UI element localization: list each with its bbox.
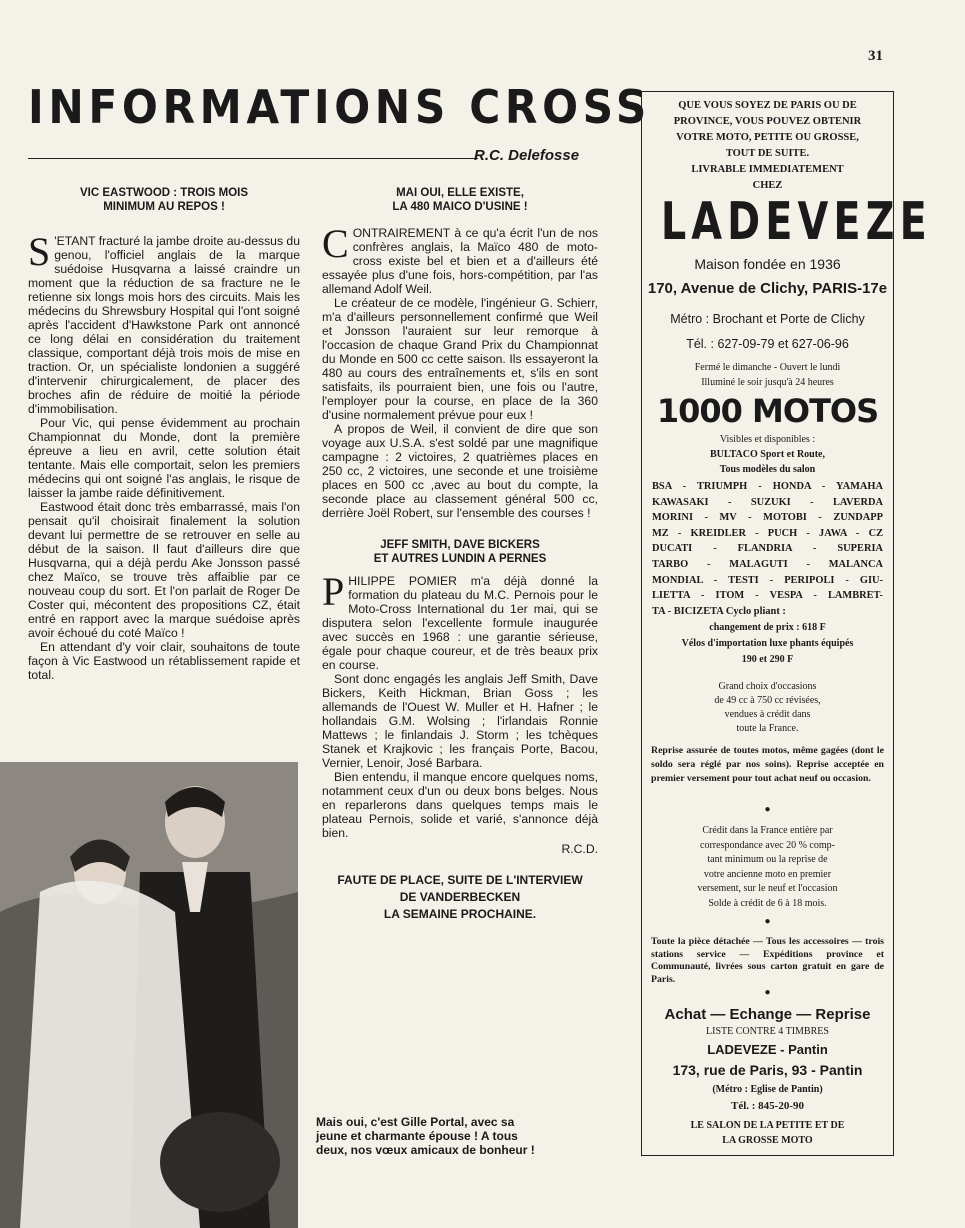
article-heading: JEFF SMITH, DAVE BICKERS ET AUTRES LUNDIN A PERNES [373, 539, 547, 565]
dropcap: S [28, 229, 51, 274]
dropcap: C [322, 221, 349, 266]
reprise-text: Reprise assurée de toutes motos, même gagées (dont le soldo sera réglé par nos soins). Reprise acceptée en premier versement pour tout achat neuf ou occasion. [651, 745, 884, 784]
article-heading: VIC EASTWOOD : TROIS MOIS MINIMUM AU REPOS ! [79, 187, 249, 213]
ad-intro: QUE VOUS SOYEZ DE PARIS OU DE PROVINCE, VOUS POUVEZ OBTENIR VOTRE MOTO, PETITE OU GROSSE, TOUT DE SUITE. LIVRABLE IMMEDIATEMENT CHEZ [673, 100, 862, 191]
pantin-tel: Tél. : 845-20-90 [730, 1100, 804, 1112]
occasions: Grand choix d'occasions de 49 cc à 750 cc révisées, vendues à crédit dans toute la France. [714, 681, 821, 734]
pantin-metro: (Métro : Eglise de Pantin) [712, 1084, 823, 1095]
price-notes: changement de prix : 618 F Vélos d'importation luxe phants équipés 190 et 290 F [681, 622, 854, 665]
pantin-name: LADEVEZE - Pantin [707, 1042, 828, 1057]
bullet: ● [764, 804, 771, 815]
founded-line: Maison fondée en 1936 [694, 256, 841, 272]
signature: R.C.D. [561, 842, 598, 856]
pieces-text: Toute la pièce détachée — Tous les accessoires — trois stations service — Expéditions province et Communauté, livrées sous carton gratuit en gare de Paris. [651, 936, 884, 985]
address-line: 170, Avenue de Clichy, PARIS-17e [647, 280, 888, 297]
availability: Visibles et disponibles : BULTACO Sport et Route, Tous modèles du salon [709, 434, 825, 475]
notice: FAUTE DE PLACE, SUITE DE L'INTERVIEW DE VANDERBECKEN LA SEMAINE PROCHAINE. [337, 873, 583, 921]
photo-caption: Mais oui, c'est Gille Portal, avec sa jeune et charmante épouse ! A tous deux, nos vœux amicaux de bonheur ! [316, 1115, 535, 1157]
metro-line: Métro : Brochant et Porte de Clichy [670, 312, 865, 326]
salon-slogan: LE SALON DE LA PETITE ET DE LA GROSSE MOTO [690, 1120, 845, 1146]
tel-line: Tél. : 627-09-79 et 627-06-96 [686, 337, 849, 351]
achat-line: Achat — Echange — Reprise [664, 1006, 871, 1023]
page-title: INFORMATIONS CROSS [28, 80, 651, 134]
article-heading: MAI OUI, ELLE EXISTE, LA 480 MAICO D'USINE ! [392, 187, 528, 213]
bullet: ● [764, 916, 771, 927]
pantin-address: 173, rue de Paris, 93 - Pantin [672, 1062, 863, 1078]
dropcap: P [322, 569, 345, 614]
brand-list: BSA - TRIUMPH - HONDA - YAMAHA KAWASAKI - SUZUKI - LAVERDA MORINI - MV - MOTOBI - ZUNDAPP MZ - KREIDLER - PUCH - JAWA - CZ DUCATI - FLANDRIA - SUPERIA TARBO - MALAGUTI - MALANCA MONDIAL - TESTI - PERIPOLI - GIU- LIETTA - ITOM - VESPA - LAMBRET- TA - BICIZETA Cyclo pliant : [652, 481, 883, 617]
byline: R.C. Delefosse [474, 147, 580, 164]
headline-1000-motos: 1000 MOTOS [656, 392, 879, 430]
article-maico-480: MAI OUI, ELLE EXISTE, LA 480 MAICO D'USINE ! CONTRAIREMENT à ce qu'a écrit l'un de nos confrères anglais, la Maïco 480 de moto-cross existe bel et bien et a d'ailleurs été essayée plus d'une fois, hors-compétition, par l'as allemand Adolf Weil. Le créateur de ce modèle, l'ingénieur G. Schierr, m'a d'ailleurs personnellement confirmé que Weil et Jonsson l'auraient sur leur remorque à l'occasion de chaque Grand Prix du Championnat du Monde en 500 cc cette saison. Ils essayeront la 480 au cours des entraînements et, s'ils en sont satisfaits, ils pourraient bien, une fois ou l'autre, l'employer pour la course, en place de la 360 d'usine normalement prévue pour eux ! A propos de Weil, il convient de dire que son voyage aux U.S.A. s'est soldé par une magnifique campagne : 2 victoires, 2 quatrièmes places en 250 cc, 2 victoires, une seconde et une troisième places en 500 cc ,avec au bout du compte, la seconde place au classement général 500 cc, derrière Joël Robert, sur l'ensemble des courses ! JEFF SMITH, DAVE BICKERS ET AUTRES LUNDIN A PERNES PHILIPPE POMIER m'a déjà donné la formation du plateau du M.C. Pernois pour le Moto-Cross International du 1er mai, qui se disputera selon l'excellente formule inaugurée avec succès en 1968 : une garantie sérieuse, égale pour chaque coureur, et de très beaux prix en course. Sont donc engagés les anglais Jeff Smith, Dave Bickers, Keith Hickman, Brian Goss ; les allemands de l'Ouest W. Muller et H. Hafner ; le hollandais G.M. Wolsing ; l'irlandais Ronnie Mattews ; le finlandais J. Storm ; les tchèques Stanek et Krajkovic ; les français Porte, Bacou, Vernier, Lenoir, José Barbara. Bien entendu, il manque encore quelques noms, notamment ceux d'un ou deux bons belges. Nous en reparlerons dans quelques temps mais le plateau Pernois, solide et varié, s'annonce déjà bien. R.C.D. FAUTE DE PLACE, SUITE DE L'INTERVIEW DE VANDERBECKEN LA SEMAINE PROCHAINE. [322, 187, 598, 921]
bullet: ● [764, 987, 771, 998]
ladeveze-advertisement [641, 91, 932, 1156]
title-rule [28, 158, 478, 159]
credit-text: Crédit dans la France entière par correspondance avec 20 % comp- tant minimum ou la reprise de votre ancienne moto en premier versement, sur le neuf et l'occasion Solde à crédit de 6 à 18 mois. [697, 825, 838, 909]
hours: Fermé le dimanche - Ouvert le lundi Illuminé le soir jusqu'à 24 heures [694, 362, 841, 388]
article-vic-eastwood: VIC EASTWOOD : TROIS MOIS MINIMUM AU REPOS ! S 'ETANT fracturé la jambe droite au-dessus du genou, l'officiel anglais de la marque suédoise Husqvarna a laissé craindre un moment que la réduction de sa fracture ne le retienne six longs mois hors des circuits. Mais les médecins du Shrewsbury Hospital qui l'ont soigné après l'accident d'Hawkstone Park ont annoncé ce long délai en considération du traitement classique, comportant déjà trois mois de mise en traction. Or, un spécialiste londonien a suggéré d'intervenir chirurgicalement, de placer des broches afin de réduire de moitié la période d'immobilisation. Pour Vic, qui pense évidemment au prochain Championnat du Monde, dont la première épreuve a lieu en avril, cette solution était tentante. Mais elle comportait, selon les premiers médecins qui ont soigné l'as anglais, le risque de laisser la jambe raide définitivement. Eastwood était donc très embarrassé, mais l'on pensait qu'il choisirait finalement la solution devant lui permettre de se retrouver en selle au début de la saison. Il faut d'ailleurs dire que Husqvarna, qui a déjà perdu Ake Jonsson passé chez Maïco, se trouve très affaiblie par ce nouveau coup du sort. Et l'on parlait de Roger De Coster qui, mécontent des propositions CZ, était entré en rapport avec la marque suédoise après avoir échoué du coté Maïco ! En attendant d'y voir clair, souhaitons de toute façon à Vic Eastwood un rétablissement rapide et total. [28, 187, 300, 682]
liste-line: LISTE CONTRE 4 TIMBRES [706, 1026, 829, 1037]
brand-name: LADEVEZE [660, 192, 932, 252]
page-number: 31 [868, 48, 883, 64]
wedding-photo [0, 762, 298, 1228]
